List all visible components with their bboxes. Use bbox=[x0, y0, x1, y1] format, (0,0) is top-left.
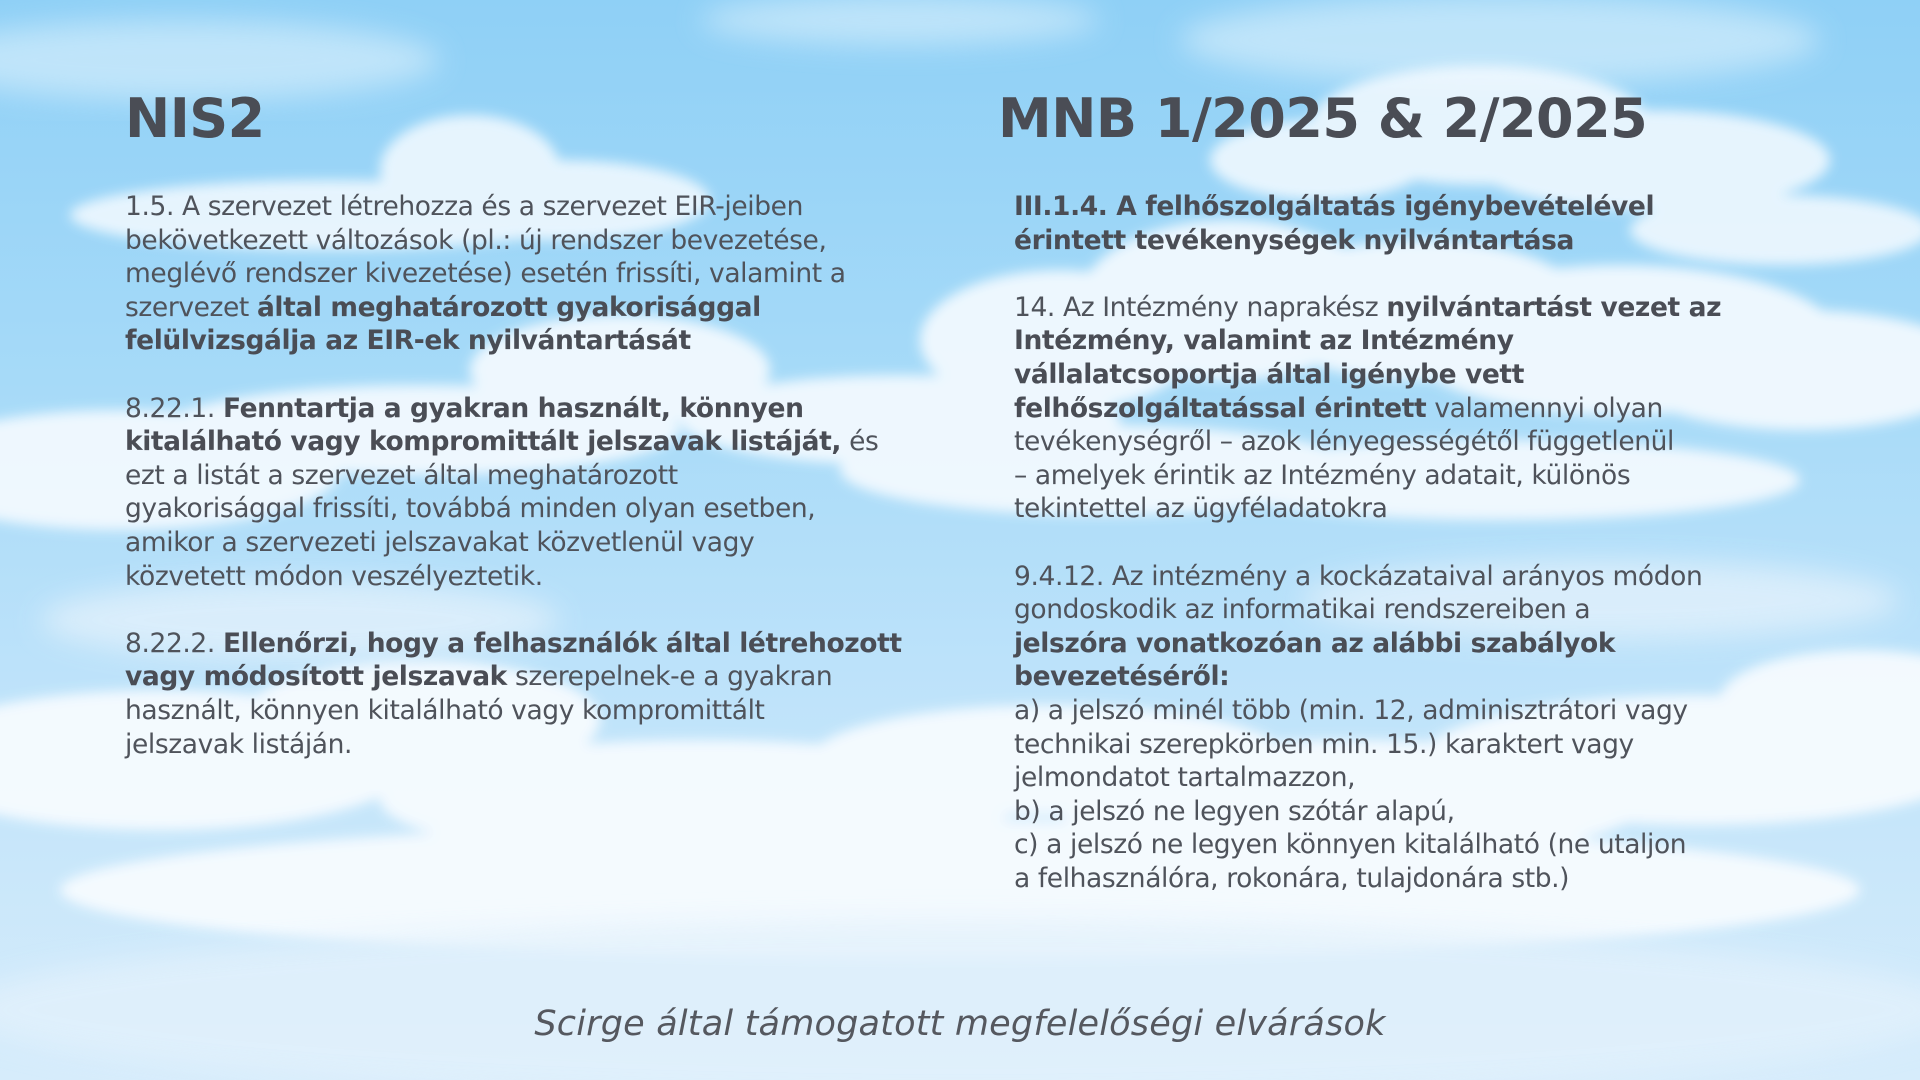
text-segment: 9.4.12. Az intézmény a kockázataival arányos módon bbox=[1014, 560, 1703, 592]
text-line bbox=[125, 560, 925, 594]
text-segment: valamennyi olyan bbox=[1426, 392, 1663, 424]
bold-text-segment: vállalatcsoportja által igénybe vett bbox=[1014, 358, 1524, 390]
text-segment: c) a jelszó ne legyen könnyen kitalálható (ne utaljon bbox=[1014, 829, 1687, 861]
text-line bbox=[1014, 761, 1814, 795]
text-line bbox=[1014, 593, 1814, 627]
text-line bbox=[125, 392, 925, 426]
text-segment: amikor a szervezeti jelszavakat közvetlenül vagy bbox=[125, 526, 755, 558]
nis2-column-title: NIS2 bbox=[125, 87, 265, 150]
bold-text-segment: nyilvántartást vezet az bbox=[1386, 291, 1722, 323]
text-segment: a felhasználóra, rokonára, tulajdonára stb.) bbox=[1014, 862, 1570, 894]
text-line bbox=[1014, 560, 1814, 594]
text-segment: 14. Az Intézmény naprakész bbox=[1014, 291, 1387, 323]
text-line bbox=[125, 190, 925, 224]
text-segment: használt, könnyen kitalálható vagy kompromittált bbox=[125, 694, 765, 726]
text-segment: technikai szerepkörben min. 15.) karaktert vagy bbox=[1014, 728, 1634, 760]
text-line bbox=[1014, 660, 1814, 694]
text-line bbox=[125, 459, 925, 493]
text-line bbox=[1014, 190, 1814, 224]
text-line bbox=[125, 660, 925, 694]
text-line bbox=[1014, 728, 1814, 762]
text-segment: – amelyek érintik az Intézmény adatait, különös bbox=[1014, 459, 1631, 491]
text-segment: 8.22.1. bbox=[125, 392, 223, 424]
text-line bbox=[125, 492, 925, 526]
mnb-column-title: MNB 1/2025 & 2/2025 bbox=[998, 87, 1648, 150]
text-line bbox=[125, 324, 925, 358]
text-line bbox=[125, 224, 925, 258]
text-segment: szerepelnek-e a gyakran bbox=[506, 661, 833, 693]
text-line bbox=[1014, 392, 1814, 426]
text-line bbox=[125, 526, 925, 560]
text-segment: közvetett módon veszélyeztetik. bbox=[125, 560, 543, 592]
text-line bbox=[1014, 492, 1814, 526]
paragraph bbox=[125, 190, 925, 358]
text-line bbox=[1014, 828, 1814, 862]
text-segment: b) a jelszó ne legyen szótár alapú, bbox=[1014, 795, 1455, 827]
text-segment: ezt a listát a szervezet által meghatározott bbox=[125, 459, 678, 491]
bold-text-segment: bevezetéséről: bbox=[1014, 661, 1230, 693]
paragraph bbox=[125, 392, 925, 594]
bold-text-segment: kitalálható vagy kompromittált jelszavak listáját, bbox=[125, 426, 842, 458]
bold-text-segment: felhőszolgáltatással érintett bbox=[1014, 392, 1427, 424]
text-segment: bekövetkezett változások (pl.: új rendszer bevezetése, bbox=[125, 224, 827, 256]
text-line bbox=[1014, 324, 1814, 358]
footer-caption: Scirge által támogatott megfelelőségi elvárások bbox=[534, 1004, 1386, 1044]
text-segment: 1.5. A szervezet létrehozza és a szervezet EIR-jeiben bbox=[125, 191, 803, 222]
text-line bbox=[1014, 627, 1814, 661]
bold-text-segment: felülvizsgálja az EIR-ek nyilvántartását bbox=[125, 325, 691, 357]
bold-text-segment: érintett tevékenységek nyilvántartása bbox=[1014, 224, 1574, 256]
text-segment: gyakorisággal frissíti, továbbá minden olyan esetben, bbox=[125, 493, 816, 525]
text-line bbox=[1014, 862, 1814, 896]
text-line bbox=[125, 627, 925, 661]
text-line bbox=[125, 425, 925, 459]
text-line bbox=[1014, 459, 1814, 493]
text-line bbox=[1014, 425, 1814, 459]
text-segment: jelmondatot tartalmazzon, bbox=[1014, 762, 1356, 794]
text-line bbox=[1014, 358, 1814, 392]
text-line bbox=[1014, 694, 1814, 728]
paragraph bbox=[1014, 190, 1814, 257]
text-line bbox=[125, 728, 925, 762]
text-segment: 8.22.2. bbox=[125, 627, 223, 659]
text-segment: és bbox=[841, 426, 879, 458]
text-line bbox=[1014, 291, 1814, 325]
text-segment: jelszavak listáján. bbox=[125, 728, 353, 760]
bold-text-segment: által meghatározott gyakorisággal bbox=[256, 291, 761, 323]
text-segment: szervezet bbox=[125, 291, 257, 323]
paragraph bbox=[1014, 291, 1814, 526]
paragraph bbox=[125, 627, 925, 761]
text-segment: tevékenységről – azok lényegességétől függetlenül bbox=[1014, 426, 1674, 458]
text-segment: gondoskodik az informatikai rendszereiben a bbox=[1014, 594, 1591, 626]
paragraph bbox=[1014, 560, 1814, 896]
text-line bbox=[125, 291, 925, 325]
text-line bbox=[1014, 795, 1814, 829]
nis2-column-body bbox=[125, 190, 925, 761]
text-segment: meglévő rendszer kivezetése) esetén frissíti, valamint a bbox=[125, 258, 846, 290]
text-line bbox=[125, 257, 925, 291]
bold-text-segment: Intézmény, valamint az Intézmény bbox=[1014, 325, 1514, 357]
text-segment: tekintettel az ügyféladatokra bbox=[1014, 493, 1388, 525]
bold-text-segment: vagy módosított jelszavak bbox=[125, 661, 507, 693]
text-segment: a) a jelszó minél több (min. 12, adminisztrátori vagy bbox=[1014, 694, 1688, 726]
bold-text-segment: jelszóra vonatkozóan az alábbi szabályok bbox=[1014, 627, 1616, 659]
bold-text-segment: III.1.4. A felhőszolgáltatás igénybevételével bbox=[1014, 191, 1655, 222]
bold-text-segment: Fenntartja a gyakran használt, könnyen bbox=[222, 392, 804, 424]
text-line bbox=[1014, 224, 1814, 258]
mnb-column-body bbox=[1014, 190, 1814, 895]
bold-text-segment: Ellenőrzi, hogy a felhasználók által létrehozott bbox=[222, 627, 902, 659]
text-line bbox=[125, 694, 925, 728]
